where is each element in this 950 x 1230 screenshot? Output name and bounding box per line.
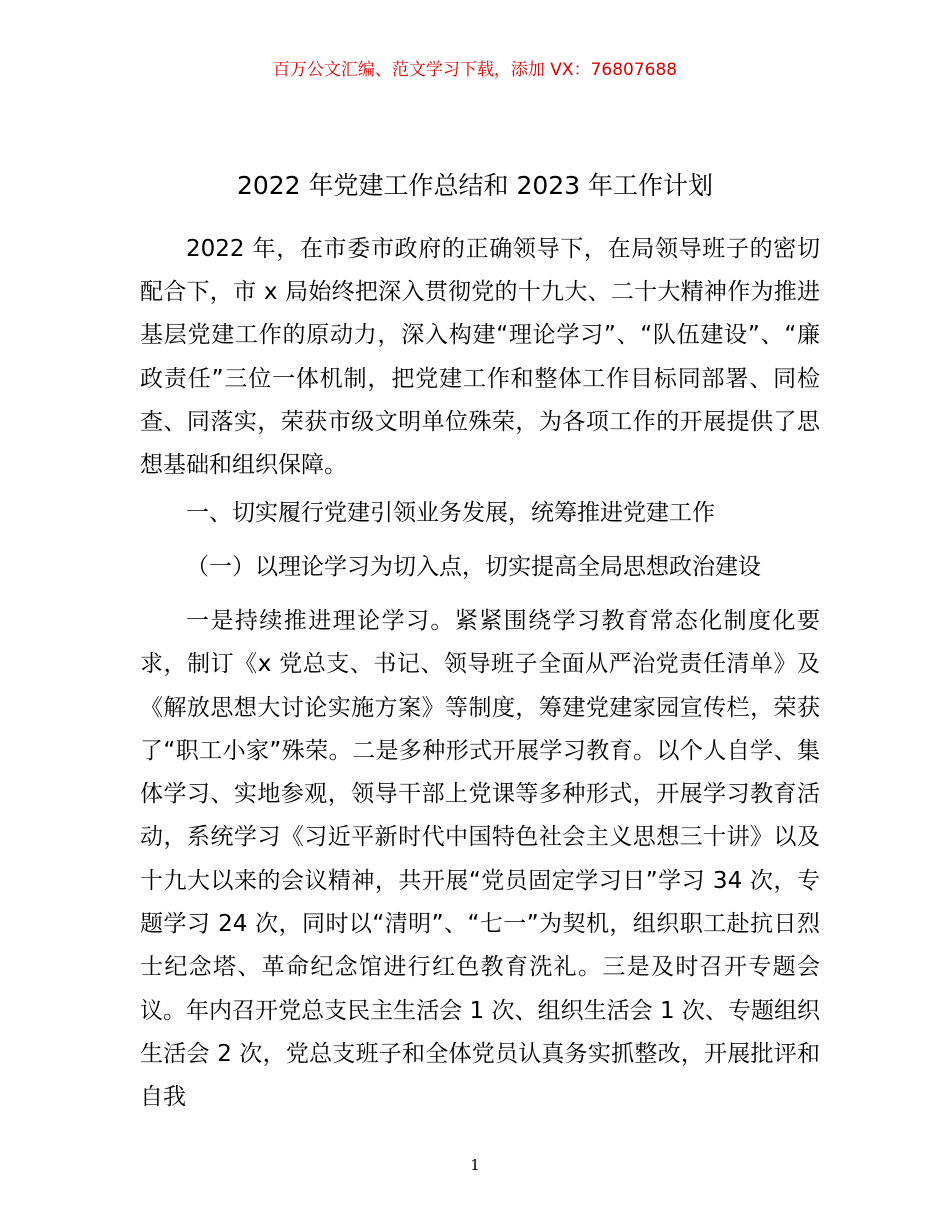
intro-block — [140, 228, 820, 487]
document-title: 2022 年党建工作总结和 2023 年工作计划 — [236, 171, 714, 200]
page-number: 1 — [470, 1156, 480, 1174]
subsection-body-paragraph: 一是持续推进理论学习。紧紧围绕学习教育常态化制度化要求，制订《x 党总支、书记、领导班子全面从严治党责任清单》及《解放思想大讨论实施方案》等制度，筹建党建家园宣传栏，荣获了“职工小家”殊荣。二是多种形式开展学习教育。以个人自学、集体学习、实地参观，领导干部上党课等多种形式，开展学习教育活动，系统学习《习近平新时代中国特色社会主义思想三十讲》以及十九大以来的会议精神，共开展“党员固定学习日”学习 34 次，专题学习 24 次，同时以“清明”、“七一”为契机，组织职工赴抗日烈士纪念塔、革命纪念馆进行红色教育洗礼。三是及时召开专题会议。年内召开党总支民主生活会 1 次、组织生活会 1 次、专题组织生活会 2 次，党总支班子和全体党员认真务实抓整改，开展批评和自我 — [140, 608, 820, 1111]
header-banner: 百万公文汇编、范文学习下载，添加 VX：76807688 — [272, 60, 678, 80]
subsection-heading-1: （一）以理论学习为切入点，切实提高全局思想政治建设 — [186, 554, 761, 580]
subsection-body-block — [140, 600, 820, 1120]
section-heading-1: 一、切实履行党建引领业务发展，统筹推进党建工作 — [186, 500, 715, 526]
subsection-heading-block — [140, 546, 820, 589]
section-heading-block — [140, 492, 820, 535]
intro-paragraph: 2022 年，在市委市政府的正确领导下，在局领导班子的密切配合下，市 x 局始终把深入贯彻党的十九大、二十大精神作为推进基层党建工作的原动力，深入构建“理论学习”、“队伍建设”、“廉政责任”三位一体机制，把党建工作和整体工作目标同部署、同检查、同落实，荣获市级文明单位殊荣，为各项工作的开展提供了思想基础和组织保障。 — [140, 236, 820, 479]
